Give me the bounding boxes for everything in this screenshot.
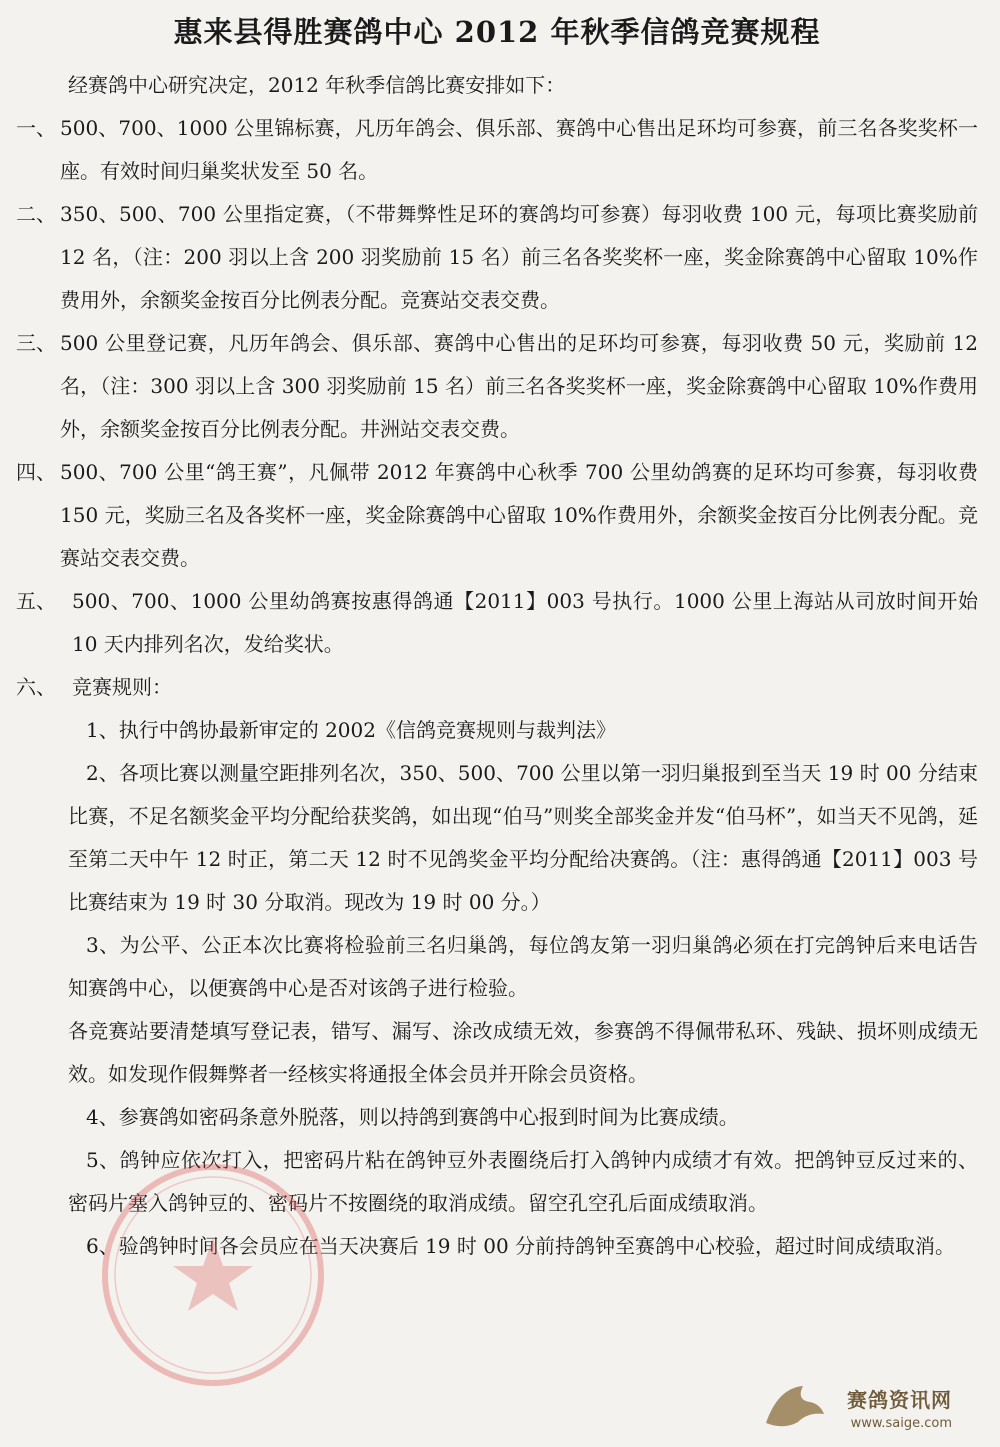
section-number: 三、 (16, 331, 56, 355)
intro-paragraph: 经赛鸽中心研究决定，2012 年秋季信鸽比赛安排如下： (68, 73, 566, 97)
section-text: 350、500、700 公里指定赛，（不带舞弊性足环的赛鸽均可参赛）每羽收费 100 元，每项比赛奖励前 12 名，（注：200 羽以上含 200 羽奖励前 15 名）前三名各奖奖杯一座，奖金除赛鸽中心留取 10%作费用外，余额奖金按百分比例表分配。竞赛站交表交费。 (60, 202, 978, 312)
section-number: 四、 (16, 460, 56, 484)
section-number: 二、 (16, 202, 56, 226)
section-number: 六、 (16, 675, 56, 699)
section-5 (16, 580, 978, 666)
section-2 (16, 193, 978, 322)
section-4 (16, 451, 978, 580)
section-3 (16, 322, 978, 451)
document-title: 惠来县得胜赛鸽中心 2012 年秋季信鸽竞赛规程 (173, 15, 821, 49)
watermark-site-name: 赛鸽资讯网 (847, 1388, 952, 1412)
official-seal-icon (98, 1160, 328, 1390)
section-1 (16, 107, 978, 193)
section-number: 一、 (16, 116, 56, 140)
rule-1: 1、执行中鸽协最新审定的 2002《信鸽竞赛规则与裁判法》 (86, 718, 616, 742)
section-text: 500、700、1000 公里锦标赛，凡历年鸽会、俱乐部、赛鸽中心售出足环均可参赛，前三名各奖奖杯一座。有效时间归巢奖状发至 50 名。 (60, 116, 978, 183)
section-text: 500 公里登记赛，凡历年鸽会、俱乐部、赛鸽中心售出的足环均可参赛，每羽收费 50 元，奖励前 12 名，（注：300 羽以上含 300 羽奖励前 15 名）前三名各奖奖杯一座，奖金除赛鸽中心留取 10%作费用外，余额奖金按百分比例表分配。井洲站交表交费。 (60, 331, 978, 441)
section-number: 五、 (16, 589, 56, 613)
rule-5: 5、鸽钟应依次打入，把密码片粘在鸽钟豆外表圈绕后打入鸽钟内成绩才有效。把鸽钟豆反过来的、密码片塞入鸽钟豆的、密码片不按圈绕的取消成绩。留空孔空孔后面成绩取消。 (68, 1148, 978, 1215)
rules-heading: 竞赛规则： (72, 675, 172, 699)
rule-3-continued: 各竞赛站要清楚填写登记表，错写、漏写、涂改成绩无效，参赛鸽不得佩带私环、残缺、损坏则成绩无效。如发现作假舞弊者一经核实将通报全体会员并开除会员资格。 (68, 1019, 978, 1086)
section-text: 500、700、1000 公里幼鸽赛按惠得鸽通【2011】003 号执行。1000 公里上海站从司放时间开始 10 天内排列名次，发给奖状。 (72, 589, 978, 656)
rule-2: 2、各项比赛以测量空距排列名次，350、500、700 公里以第一羽归巢报到至当天 19 时 00 分结束比赛，不足名额奖金平均分配给获奖鸽，如出现“伯马”则奖全部奖金并发“伯马杯”，如当天不见鸽，延至第二天中午 12 时正，第二天 12 时不见鸽奖金平均分配给决赛鸽。（注：惠得鸽通【2011】003 号比赛结束为 19 时 30 分取消。现改为 19 时 00 分。） (68, 761, 978, 914)
watermark-url[interactable]: www.saige.com (850, 1416, 952, 1431)
pigeon-logo-icon (758, 1378, 828, 1433)
rule-4: 4、参赛鸽如密码条意外脱落，则以持鸽到赛鸽中心报到时间为比赛成绩。 (86, 1105, 739, 1129)
section-text: 500、700 公里“鸽王赛”，凡佩带 2012 年赛鸽中心秋季 700 公里幼鸽赛的足环均可参赛，每羽收费 150 元，奖励三名及各奖杯一座，奖金除赛鸽中心留取 10%作费用外，余额奖金按百分比例表分配。竞赛站交表交费。 (60, 460, 978, 570)
rule-6: 6、验鸽钟时间各会员应在当天决赛后 19 时 00 分前持鸽钟至赛鸽中心校验，超过时间成绩取消。 (86, 1234, 956, 1258)
section-6-heading (16, 666, 978, 709)
rule-3: 3、为公平、公正本次比赛将检验前三名归巢鸽，每位鸽友第一羽归巢鸽必须在打完鸽钟后来电话告知赛鸽中心，以便赛鸽中心是否对该鸽子进行检验。 (68, 933, 978, 1000)
